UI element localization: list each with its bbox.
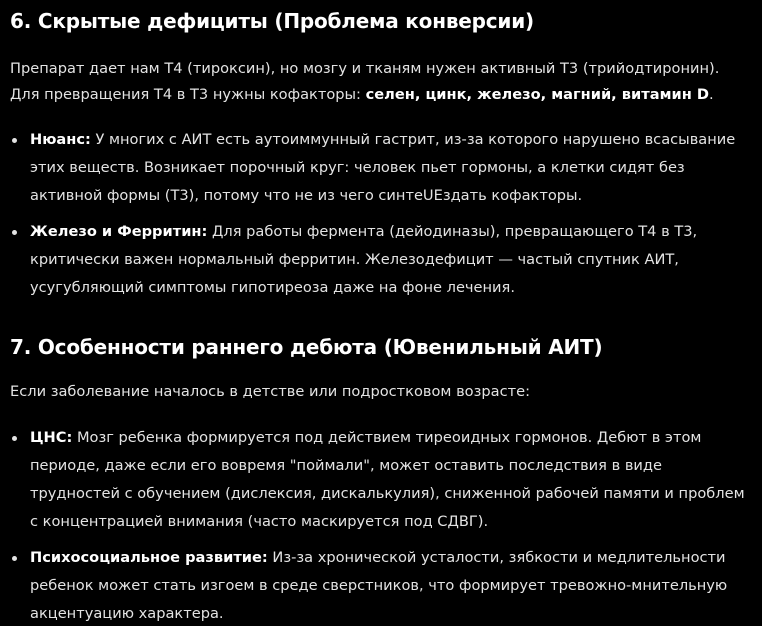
- list-item-text: Для работы фермента (дейодиназы), превращающего Т4 в Т3, критически важен нормальный ферритин. Железодефицит — частый спутник АИТ, усугубляющий симптомы гипотиреоза даже на фоне лечения.: [30, 223, 698, 296]
- list-item: [10, 544, 755, 626]
- section-6-intro-text: Препарат дает нам Т4 (тироксин), но мозгу и тканям нужен активный Т3 (трийодтиронин). Для превращения Т4 в Т3 нужны кофакторы:: [10, 60, 720, 103]
- section-7-intro: Если заболевание началось в детстве или подростковом возрасте:: [10, 383, 530, 400]
- section-6-list: [10, 126, 755, 302]
- section-6-intro-end: .: [709, 86, 714, 103]
- list-item-text: Из-за хронической усталости, зябкости и медлительности ребенок может стать изгоем в среде сверстников, что формирует тревожно-мнительную акцентуацию характера.: [30, 549, 728, 622]
- list-item: [10, 424, 755, 536]
- section-6-heading: 6. Скрытые дефициты (Проблема конверсии): [10, 9, 535, 33]
- section-6-intro: [10, 56, 750, 108]
- section-7-list: [10, 424, 755, 626]
- bullet-icon: [12, 436, 17, 441]
- list-item-term: Психосоциальное развитие:: [30, 549, 268, 566]
- bullet-icon: [12, 138, 17, 143]
- list-item-term: Железо и Ферритин:: [30, 223, 208, 240]
- section-6-intro-bold: селен, цинк, железо, магний, витамин D: [365, 86, 710, 103]
- list-item: [10, 126, 755, 210]
- list-item: [10, 218, 755, 302]
- list-item-text: Мозг ребенка формируется под действием тиреоидных гормонов. Дебют в этом периоде, даже если его вовремя "поймали", может оставить последствия в виде трудностей с обучением (дислексия, дискалькулия), сниженной рабочей памяти и проблем с концентрацией внимания (часто маскируется под СДВГ).: [30, 429, 745, 530]
- list-item-term: Нюанс:: [30, 131, 91, 148]
- section-7-heading: 7. Особенности раннего дебюта (Ювенильный АИТ): [10, 335, 603, 359]
- list-item-text: У многих с АИТ есть аутоиммунный гастрит, из-за которого нарушено всасывание этих веществ. Возникает порочный круг: человек пьет гормоны, а клетки сидят без активной формы (Т3), потому что не из чего синтеUEздать кофакторы.: [30, 131, 736, 204]
- bullet-icon: [12, 556, 17, 561]
- bullet-icon: [12, 230, 17, 235]
- list-item-term: ЦНС:: [30, 429, 73, 446]
